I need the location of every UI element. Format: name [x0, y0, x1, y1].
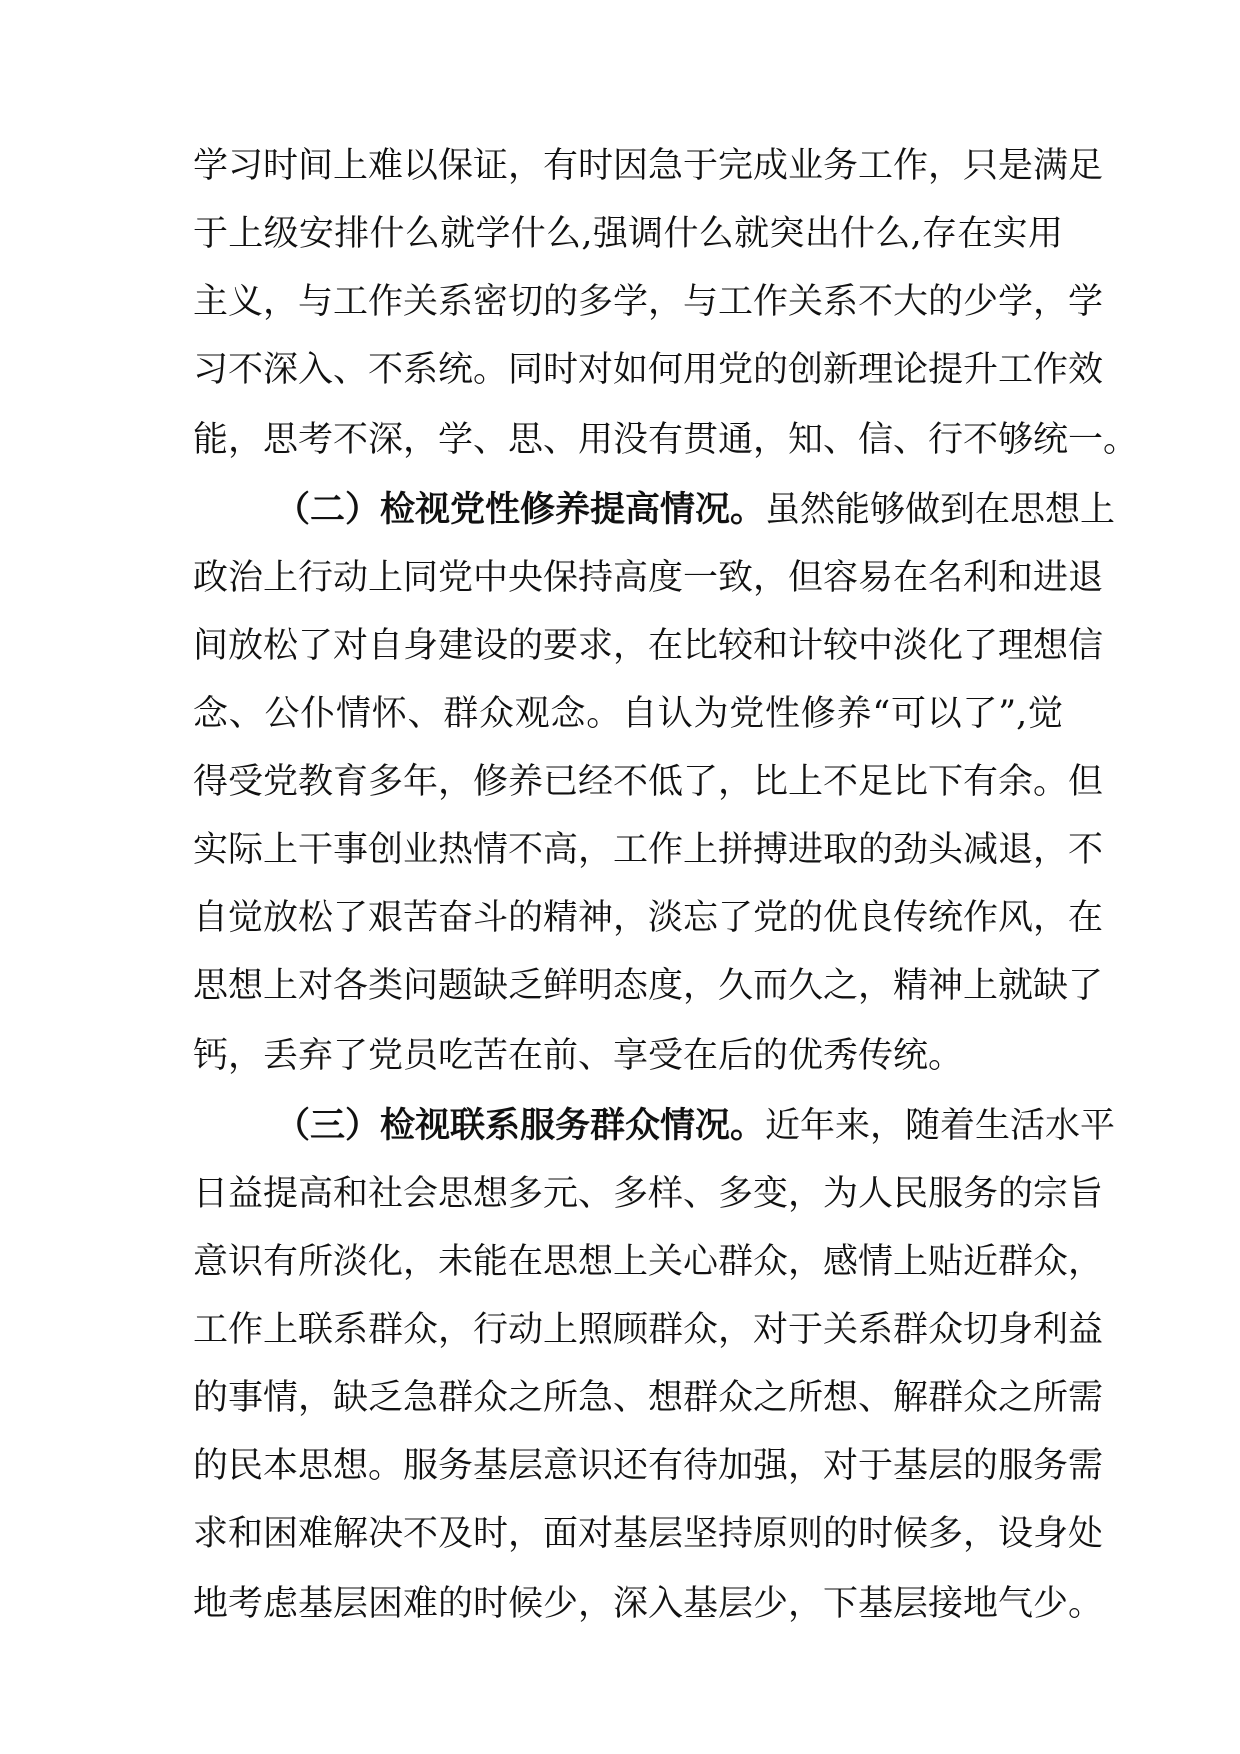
paragraph-line: 思想上对各类问题缺乏鲜明态度，久而久之，精神上就缺了 [193, 966, 1104, 1006]
paragraph-line: 能，思考不深，学、思、用没有贯通，知、信、行不够统一。 [193, 420, 1139, 460]
paragraph-line: 于上级安排什么就学什么,强调什么就突出什么,存在实用 [193, 214, 1063, 254]
paragraph-line: 的事情，缺乏急群众之所急、想群众之所想、解群众之所需 [193, 1378, 1104, 1418]
paragraph-line: 的民本思想。服务基层意识还有待加强，对于基层的服务需 [193, 1446, 1104, 1486]
section-heading: （二）检视党性修养提高情况。 [275, 490, 766, 530]
paragraph-line: 习不深入、不系统。同时对如何用党的创新理论提升工作效 [193, 350, 1104, 390]
paragraph-line: 自觉放松了艰苦奋斗的精神，淡忘了党的优良传统作风，在 [193, 898, 1104, 938]
paragraph-line: 学习时间上难以保证，有时因急于完成业务工作，只是满足 [193, 146, 1104, 186]
paragraph-line: 日益提高和社会思想多元、多样、多变，为人民服务的宗旨 [193, 1174, 1104, 1214]
paragraph-line: 工作上联系群众，行动上照顾群众，对于关系群众切身利益 [193, 1310, 1104, 1350]
paragraph-line: 意识有所淡化，未能在思想上关心群众，感情上贴近群众， [193, 1242, 1104, 1282]
section-heading-line [275, 1096, 1116, 1156]
paragraph-line: 主义，与工作关系密切的多学，与工作关系不大的少学，学 [193, 282, 1104, 322]
paragraph-line: 间放松了对自身建设的要求，在比较和计较中淡化了理想信 [193, 626, 1104, 666]
paragraph-line: 地考虑基层困难的时候少，深入基层少，下基层接地气少。 [193, 1584, 1104, 1624]
section-heading-line [275, 480, 1116, 540]
paragraph-line: 念、公仆情怀、群众观念。自认为党性修养“可以了”,觉 [193, 694, 1063, 734]
paragraph-line: 实际上干事创业热情不高，工作上拼搏进取的劲头减退，不 [193, 830, 1104, 870]
heading-line-rest: 虽然能够做到在思想上 [765, 490, 1116, 530]
paragraph-line: 钙，丢弃了党员吃苦在前、享受在后的优秀传统。 [193, 1036, 964, 1076]
section-heading: （三）检视联系服务群众情况。 [275, 1106, 766, 1146]
paragraph-line: 得受党教育多年，修养已经不低了，比上不足比下有余。但 [193, 762, 1104, 802]
heading-line-rest: 近年来，随着生活水平 [765, 1106, 1116, 1146]
paragraph-line: 政治上行动上同党中央保持高度一致，但容易在名利和进退 [193, 558, 1104, 598]
paragraph-line: 求和困难解决不及时，面对基层坚持原则的时候多，设身处 [193, 1514, 1104, 1554]
